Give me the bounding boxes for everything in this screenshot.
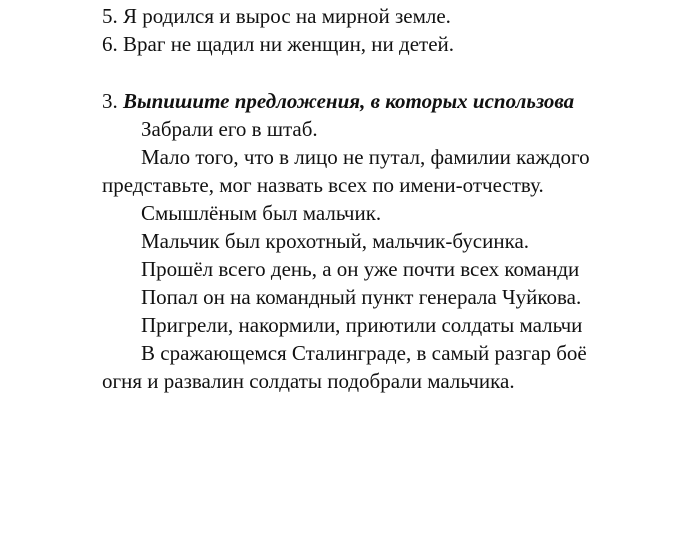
sentence-7: Пригрели, накормили, приютили солдаты мальчи bbox=[141, 313, 583, 337]
sentence-6: Попал он на командный пункт генерала Чуйкова. bbox=[141, 285, 582, 309]
sentence-2-continuation: представьте, мог назвать всех по имени-отчеству. bbox=[102, 173, 544, 197]
sentence-1: Забрали его в штаб. bbox=[141, 117, 318, 141]
sentence-8: В сражающемся Сталинграде, в самый разгар боё bbox=[141, 341, 587, 365]
list-item-6: 6. Враг не щадил ни женщин, ни детей. bbox=[102, 32, 455, 56]
sentence-3: Смышлёным был мальчик. bbox=[141, 201, 382, 225]
sentence-4: Мальчик был крохотный, мальчик-бусинка. bbox=[141, 229, 530, 253]
list-item-5: 5. Я родился и вырос на мирной земле. bbox=[102, 4, 451, 28]
sentence-5: Прошёл всего день, а он уже почти всех команди bbox=[141, 257, 580, 281]
task-3-heading bbox=[102, 87, 574, 115]
task-3-title: Выпишите предложения, в которых использова bbox=[123, 89, 575, 113]
task-3-number: 3. bbox=[102, 89, 123, 113]
sentence-2: Мало того, что в лицо не путал, фамилии каждого bbox=[141, 145, 590, 169]
sentence-8-continuation: огня и развалин солдаты подобрали мальчика. bbox=[102, 369, 515, 393]
